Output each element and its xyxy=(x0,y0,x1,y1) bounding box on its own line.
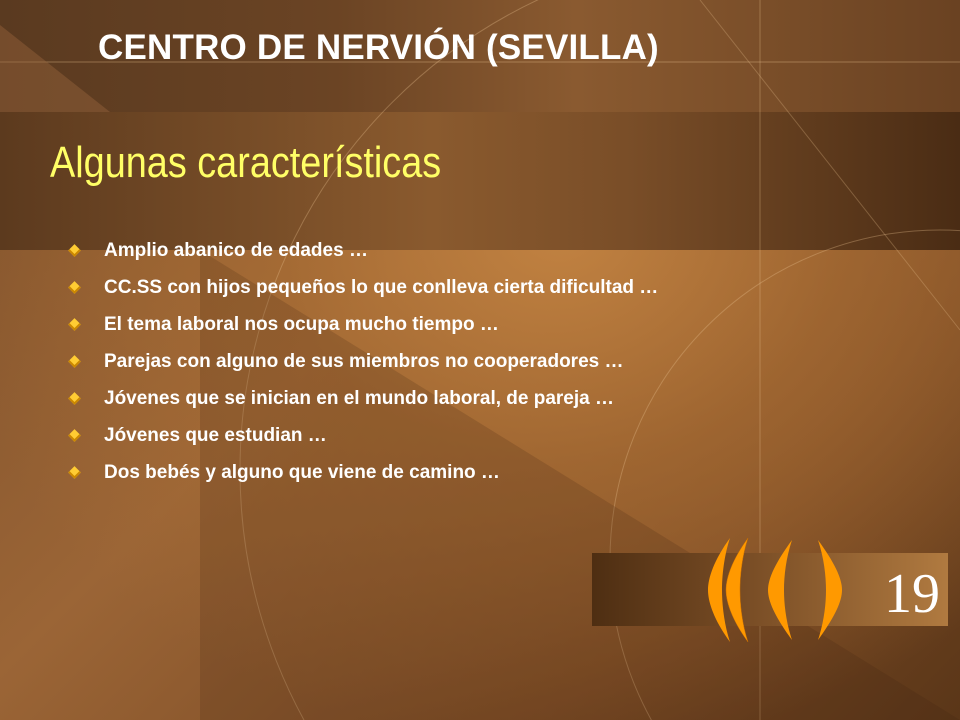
bullet-text: Jóvenes que se inician en el mundo laboral, de pareja … xyxy=(104,388,614,409)
diamond-bullet-icon xyxy=(68,355,81,368)
bullet-text: Amplio abanico de edades … xyxy=(104,240,368,261)
page-number: 19 xyxy=(884,563,940,625)
bullet-text: Dos bebés y alguno que viene de camino … xyxy=(104,462,500,483)
header-title: CENTRO DE NERVIÓN (SEVILLA) xyxy=(98,28,659,67)
list-item xyxy=(68,423,858,448)
slide-title: Algunas características xyxy=(50,138,442,187)
first-slide-button[interactable] xyxy=(708,538,748,642)
bullet-text: Parejas con alguno de sus miembros no cooperadores … xyxy=(104,351,624,372)
bullet-text: Jóvenes que estudian … xyxy=(104,425,327,446)
left-arrow-icon xyxy=(768,540,792,640)
diamond-bullet-icon xyxy=(68,466,81,479)
next-slide-button[interactable] xyxy=(818,540,842,640)
diamond-bullet-icon xyxy=(68,392,81,405)
list-item xyxy=(68,275,858,300)
bullet-text: El tema laboral nos ocupa mucho tiempo … xyxy=(104,314,499,335)
list-item xyxy=(68,386,858,411)
navigation-buttons xyxy=(700,538,860,644)
bullet-text: CC.SS con hijos pequeños lo que conlleva cierta dificultad … xyxy=(104,277,659,298)
diamond-bullet-icon xyxy=(68,244,81,257)
previous-slide-button[interactable] xyxy=(768,540,792,640)
diamond-bullet-icon xyxy=(68,429,81,442)
list-item xyxy=(68,238,858,263)
diamond-bullet-icon xyxy=(68,318,81,331)
bullet-list xyxy=(68,238,858,497)
list-item xyxy=(68,349,858,374)
right-arrow-icon xyxy=(818,540,842,640)
list-item xyxy=(68,312,858,337)
list-item xyxy=(68,460,858,485)
diamond-bullet-icon xyxy=(68,281,81,294)
